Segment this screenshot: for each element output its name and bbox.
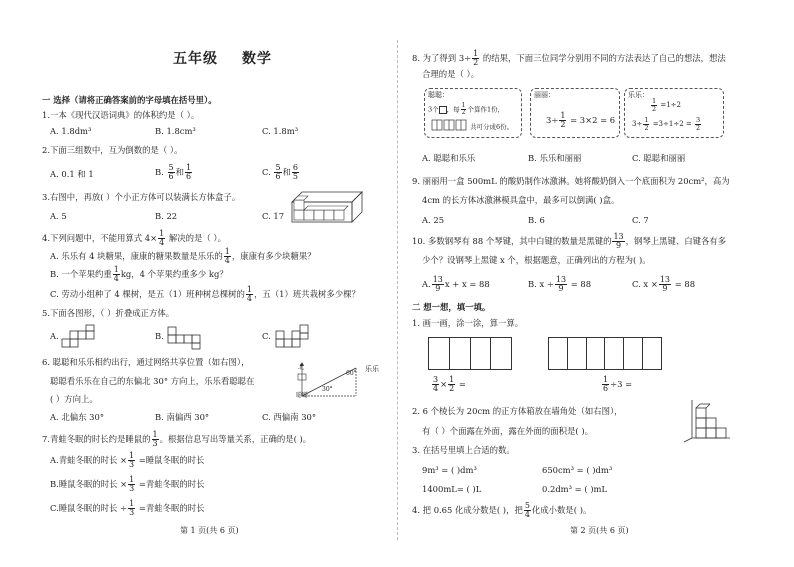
box-lele-head: 乐乐： (628, 91, 649, 99)
q7-option-a: A.青蛙冬眠的时长 × $\frac{1}{3}$ =睡鼠冬眠的时长 (50, 451, 205, 469)
f1-expression-1: $\frac{3}{4}$ × $\frac{1}{2}$ = (433, 375, 466, 393)
q3-option-a: A. 5 (50, 211, 67, 221)
net-figure-b (168, 325, 204, 351)
q1-stem: 1.一本《现代汉语词典》的体积约是（ ）。 (42, 110, 200, 120)
f1-expression-2: $\frac{1}{6}$ ÷3 = (603, 375, 633, 393)
map-lele-label: 乐乐 (365, 365, 379, 373)
q7-stem: 7.青蛙冬眠的时长约是睡鼠的 $\frac{1}{3}$ 。根据信息写出等量关系，正确的是( )。 (42, 430, 312, 448)
map-north-label: 北 (298, 364, 305, 371)
q8-option-b: B. 乐乐和丽丽 (528, 153, 582, 163)
cuboid-box-figure (290, 190, 370, 224)
net-figure-c (276, 325, 316, 351)
f3-row2-left: 1400mL= ( )L (422, 484, 482, 494)
q4-option-a: A. 乐乐有 4 块糖果，康康的糖果数量是乐乐的 $\frac{1}{4}$ ，康康有多少块糖果？ (50, 247, 316, 265)
f1-grid-1 (428, 337, 512, 370)
box-lele-line-1: $\frac{1}{2}$ =1÷2 (652, 97, 682, 113)
q1-option-a: A. 1.8dm³ (50, 126, 92, 136)
q10-line-1: 10. 多数钢琴有 88 个琴键，其中白键的数量是黑键的 $\frac{13}{9}$ ，钢琴上黑键、白键各有多 (412, 232, 727, 250)
q10-option-b: B. x ÷ $\frac{13}{9}$ = 88 (528, 275, 592, 293)
q8-option-c: C. 聪聪和丽丽 (632, 153, 686, 163)
f3-stem: 3. 在括号里填上合适的数。 (412, 445, 515, 455)
q9-option-c: C. 7 (632, 215, 649, 225)
q6-line-3: ( ）方向上。 (50, 394, 98, 404)
f3-row2-right: 0.2dm³ = ( )mL (542, 484, 608, 494)
q2-option-c: C. $\frac{5}{6}$ 和 $\frac{6}{5}$ (262, 163, 299, 181)
q2-option-a: A. 0.1 和 1 (50, 169, 94, 179)
q2-stem: 2.下面三组数中，互为倒数的是（ ）。 (42, 145, 183, 155)
box-lili-formula: 3÷ $\frac{1}{2}$ = 3×2 = 6 (546, 111, 616, 129)
q6-line-2: 聪聪看乐乐在自己的东偏北 30° 方向上，乐乐看聪聪在 (50, 376, 255, 386)
q9-line-1: 9. 丽丽用一盒 500mL 的酸奶制作冰激淋。她将酸奶倒入一个底面积为 20cm²，高为 (412, 176, 730, 186)
map-angle-30: 30° (322, 386, 333, 393)
squares-figure (432, 118, 468, 134)
q6-line-1: 6. 聪聪和乐乐相约出行，通过网络共享位置（如右图）， (42, 357, 250, 367)
box-congcong-head: 聪聪： (428, 91, 449, 99)
q5-stem: 5.下面各图形，（ ）折叠成正方体。 (42, 308, 175, 318)
q9-option-b: B. 6 (528, 215, 545, 225)
q8-line-1: 8. 为了得到 3÷ $\frac{1}{2}$ 的结果，下面三位同学分别用不同的方法表达了自己的想法，想法 (412, 49, 726, 67)
section-2-heading: 二 想一想，填一填。 (412, 302, 491, 312)
q7-option-b: B.睡鼠冬眠的时长 × $\frac{1}{3}$ =青蛙冬眠的时长 (50, 475, 205, 493)
right-page-footer: 第 2 页(共 6 页) (570, 526, 629, 535)
f3-row1-right: 650cm³ = ( )dm³ (542, 465, 613, 475)
q4-stem: 4.下列问题中，不能用算式 4× $\frac{1}{4}$ 解决的是（ ）。 (42, 229, 226, 247)
page-divider (397, 40, 398, 540)
q6-option-c: C. 西偏南 30° (262, 412, 317, 422)
section-1-heading: 一 选择（请将正确答案前的字母填在括号里）。 (42, 95, 217, 105)
q10-line-2: 少个？设钢琴上黑键 x 个，根据题意，正确列出的方程为( )。 (422, 255, 651, 265)
stacked-cubes-figure (682, 398, 734, 444)
q9-option-a: A. 25 (422, 215, 445, 225)
page-title: 五年级 数学 (173, 51, 272, 67)
map-congcong-label: 聪聪 (296, 392, 309, 399)
q4-option-b: B. 一个苹果约重 $\frac{1}{4}$ kg，4 个苹果约重多少 kg？ (50, 265, 228, 283)
box-congcong-text-2: 共可分成6份。 (470, 123, 514, 131)
q6-option-a: A. 北偏东 30° (50, 412, 105, 422)
q3-option-b: B. 22 (155, 211, 178, 221)
f1-grid-2 (548, 337, 662, 370)
f2-line-1: 2. 6 个棱长为 20cm 的正方体箱放在墙角处（如右图）， (412, 406, 623, 416)
q5-option-a: A. (50, 331, 59, 341)
q10-option-a: A. $\frac{13}{9}$ x + x = 88 (422, 275, 490, 293)
box-lili-head: 丽丽： (534, 91, 555, 99)
box-lele-line-2: 3÷ $\frac{1}{2}$ =3÷1÷2 = $\frac{3}{2}$ (632, 116, 701, 132)
q5-option-c: C. (262, 331, 271, 341)
net-figure-a (62, 325, 98, 351)
map-angle-60: 60° (346, 370, 357, 377)
q7-option-c: C.睡鼠冬眠的时长 ÷ $\frac{1}{3}$ =青蛙冬眠的时长 (50, 499, 205, 517)
box-congcong-text: 3个 ，每 $\frac{1}{2}$ 个算作1份， (428, 102, 505, 116)
f2-line-2: 有（ ）个面露在外面，露在外面的面积是( )。 (422, 426, 593, 436)
q1-option-c: C. 1.8m³ (262, 126, 299, 136)
q8-line-2: 合理的是（ ）。 (422, 69, 480, 79)
q3-option-c: C. 17 (262, 211, 285, 221)
q8-option-a: A. 聪聪和乐乐 (422, 153, 476, 163)
f1-stem: 1. 画一画，涂一涂，算一算。 (412, 318, 524, 328)
q1-option-b: B. 1.8cm³ (155, 126, 196, 136)
q6-option-b: B. 南偏西 30° (155, 412, 210, 422)
q9-line-2: 4cm 的长方体冰激淋模具盒中，最多可以倒满( )盒。 (422, 195, 620, 205)
q5-option-b: B. (155, 331, 164, 341)
f3-row1-left: 9m³ = ( )dm³ (422, 465, 477, 475)
q3-stem: 3.右图中，再放( ）个小正方体可以装满长方体盒子。 (42, 192, 241, 202)
left-page-footer: 第 1 页(共 6 页) (180, 526, 239, 535)
q4-option-c: C. 劳动小组种了 4 棵树，是五（1）班种树总棵树的 $\frac{1}{4}$ ，五（1）班共栽树多少棵？ (50, 285, 360, 303)
q10-option-c: C. x × $\frac{13}{9}$ = 88 (632, 275, 696, 293)
q2-option-b: B. $\frac{5}{6}$ 和 $\frac{1}{6}$ (155, 163, 192, 181)
f4-question: 4. 把 0.65 化成分数是( )，把 $\frac{5}{4}$ 化成小数是( )。 (412, 501, 592, 519)
